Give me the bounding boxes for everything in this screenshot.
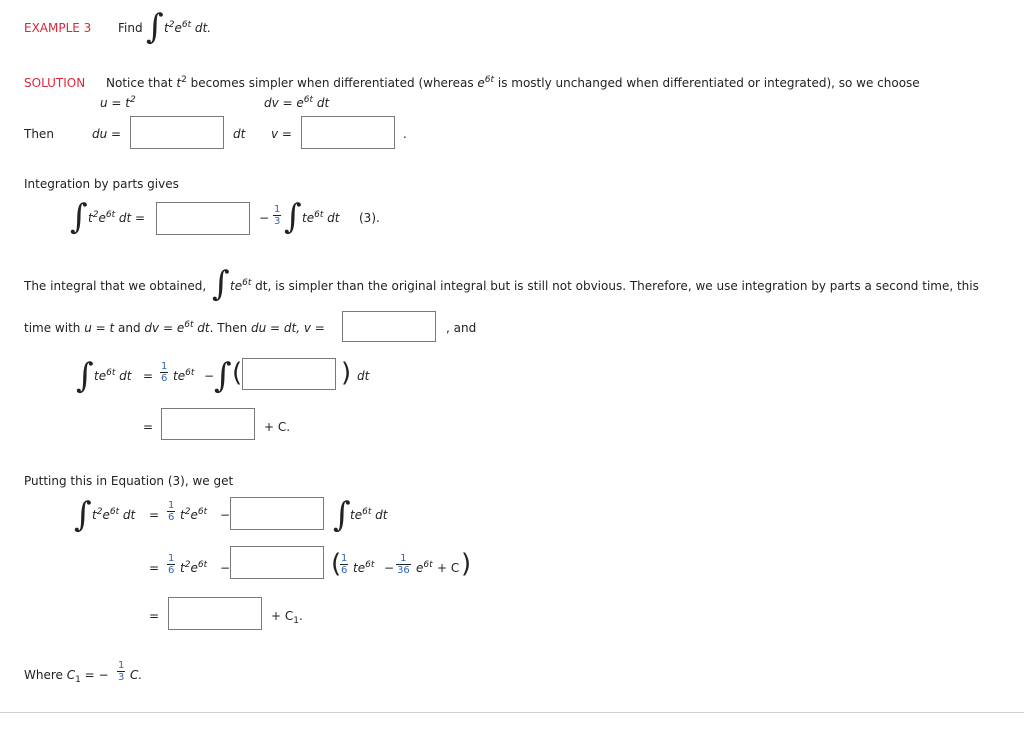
integral-icon: ∫ [333,495,351,535]
left-paren: ( [331,549,342,579]
putting-answer-input-2[interactable] [230,546,324,579]
parts-lhs: $t^2e^{6t}$ dt = [88,210,146,225]
where-c1: Where $C_1$ = − [24,668,109,685]
putting-equals-1: = [149,508,160,522]
equation-ref-3: (3). [359,211,380,225]
putting-t2e6t-2: $t^2e^{6t}$ [180,560,208,575]
example-integrand: $t^2e^{6t}$ dt. [164,20,212,35]
eq2-plus-c: + C. [264,420,291,434]
then-period: . [403,127,407,141]
integral-icon: ∫ [146,7,164,47]
putting-minus-1: − [220,508,231,522]
putting-minus-3: − [384,561,395,575]
integral-icon: ∫ [70,197,88,237]
eq2-fraction: $\frac{1}{6}$ [161,361,168,384]
integral-icon: ∫ [212,264,230,304]
integral-icon: ∫ [214,356,232,396]
putting-e6t: $e^{6t}$ [416,560,433,575]
du-label: du = [92,127,122,141]
parts-fraction: $\frac{1}{3}$ [274,204,281,227]
integral-icon: ∫ [74,495,92,535]
putting-answer-input-1[interactable] [230,497,324,530]
putting-plus-c: + C [437,561,460,575]
v-label: v = [271,127,292,141]
where-fraction: $\frac{1}{3}$ [118,660,125,683]
putting-lhs: $t^2e^{6t}$ dt [92,507,136,522]
eq2-minus: − [204,369,215,383]
eq2b-equals: = [143,420,154,434]
parts-minus: − [259,211,270,225]
and-label: , and [446,321,477,335]
putting-heading: Putting this in Equation (3), we get [24,474,234,488]
integral-icon: ∫ [284,197,302,237]
eq2-lhs: $te^{6t}$ dt [94,368,132,383]
second-line-2: time with u = t and dv = $e^{6t}$ dt. Then du = dt, v = [24,320,325,335]
putting-fraction-3: $\frac{1}{6}$ [341,553,348,576]
du-dt-label: dt [233,127,246,141]
example-tag: EXAMPLE 3 [24,21,92,35]
parts-rhs: $te^{6t}$ dt [302,210,340,225]
parts-heading: Integration by parts gives [24,177,179,191]
right-paren: ) [341,358,352,388]
putting-fraction-1: $\frac{1}{6}$ [168,500,175,523]
solution-text: Notice that $t^2$ becomes simpler when differentiated (whereas $e^{6t}$ is mostly unchanged when differentiated or integrated), so we choose [106,75,920,90]
putting-equals-2: = [149,561,160,575]
where-c: C. [130,668,143,682]
dv-definition: dv = $e^{6t}$ dt [264,95,330,110]
du-answer-input[interactable] [130,116,224,149]
right-paren: ) [461,549,472,579]
putting-equals-3: = [149,609,160,623]
find-label: Find [118,21,143,35]
putting-fraction-4: $\frac{1}{36}$ [397,553,410,576]
putting-te6t: $te^{6t}$ [353,560,375,575]
putting-plus-c1: + $C_1$. [271,609,303,626]
putting-answer-input-3[interactable] [168,597,262,630]
eq2-answer-input[interactable] [161,408,255,440]
putting-fraction-2: $\frac{1}{6}$ [168,553,175,576]
second-line-1b: $te^{6t}$ dt, is simpler than the original integral but is still not obvious. Therefore, we use integration by parts a second time, this [230,278,979,293]
v-answer-input[interactable] [301,116,395,149]
bottom-divider [0,712,1024,713]
eq2-te: $te^{6t}$ [173,368,195,383]
solution-tag: SOLUTION [24,76,86,90]
integrand-answer-input[interactable] [242,358,336,390]
putting-minus-2: − [220,561,231,575]
v2-answer-input[interactable] [342,311,436,342]
second-line-1: The integral that we obtained, [24,279,207,293]
parts-answer-input[interactable] [156,202,250,235]
eq2-dt: dt [357,369,370,383]
integral-icon: ∫ [76,356,94,396]
eq2-equals: = [143,369,154,383]
putting-t2e6t-1: $t^2e^{6t}$ [180,507,208,522]
left-paren: ( [232,358,243,388]
then-label: Then [24,127,54,141]
u-definition: $u = t^2$ [100,95,136,110]
putting-te6t-dt: $te^{6t}$ dt [350,507,388,522]
